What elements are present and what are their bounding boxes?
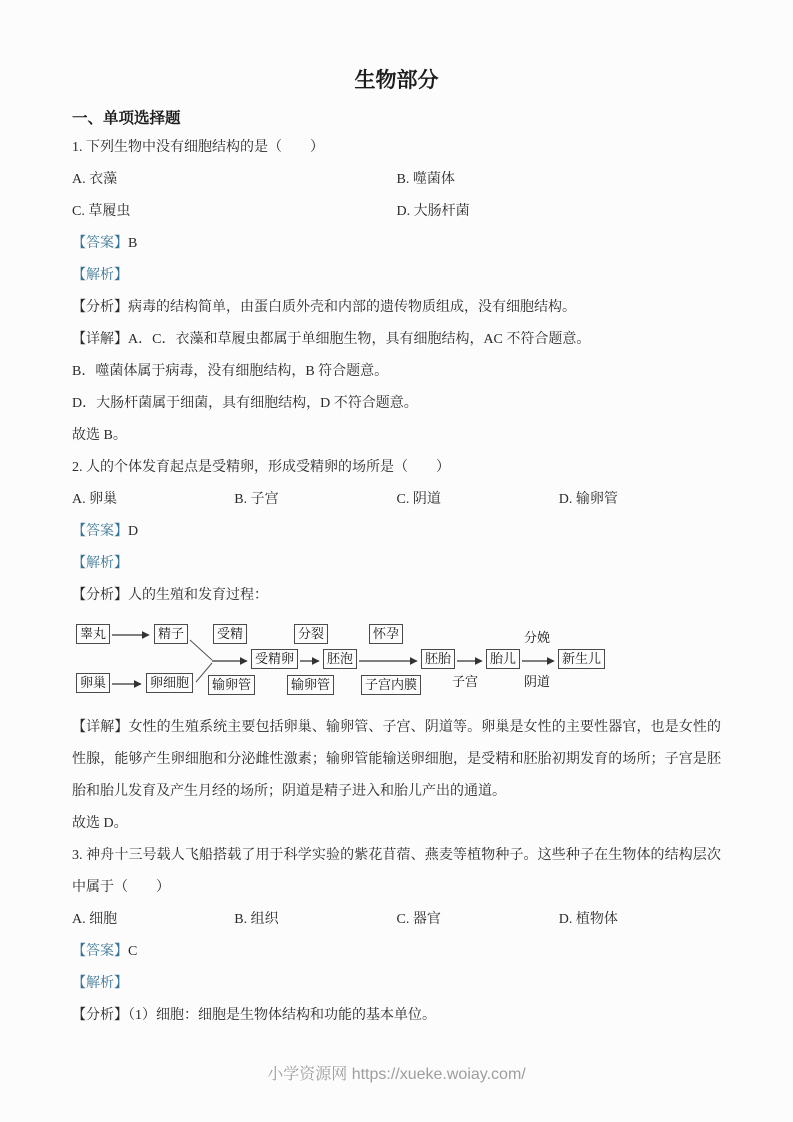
diagram-node-egg-cell: 卵细胞 xyxy=(146,673,193,693)
q1-option-d: D. 大肠杆菌 xyxy=(396,204,470,219)
q2-answer-line xyxy=(72,516,721,548)
q1-detail-2: B．噬菌体属于病毒，没有细胞结构，B 符合题意。 xyxy=(72,364,389,379)
q1-detail-1: 【详解】A．C．衣藻和草履虫都属于单细胞生物，具有细胞结构，AC 不符合题意。 xyxy=(72,332,591,347)
q2-conclusion: 故选 D。 xyxy=(72,816,128,831)
diagram-label-uterus: 子宫 xyxy=(452,674,479,689)
q3-answer-line xyxy=(72,936,721,968)
q3-analysis: 【分析】（1）细胞：细胞是生物体结构和功能的基本单位。 xyxy=(72,1008,436,1023)
diagram-node-sperm: 精子 xyxy=(154,624,188,644)
q1-analysis: 【分析】病毒的结构简单，由蛋白质外壳和内部的遗传物质组成，没有细胞结构。 xyxy=(72,300,576,315)
q2-option-a: A. 卵巢 xyxy=(72,492,118,507)
q1-option-c: C. 草履虫 xyxy=(72,204,131,219)
q2-options-row xyxy=(72,484,721,516)
q1-answer-line xyxy=(72,228,721,260)
q2-explanation-line xyxy=(72,548,721,580)
diagram-node-oviduct-1: 输卵管 xyxy=(208,675,255,695)
q1-option-b: B. 噬菌体 xyxy=(396,172,455,187)
explanation-tag: 【解析】 xyxy=(72,556,128,571)
q1-options-row-1 xyxy=(72,164,721,196)
q1-option-a: A. 衣藻 xyxy=(72,172,118,187)
diagram-label-vagina: 阴道 xyxy=(524,674,551,689)
diagram-node-oviduct-2: 输卵管 xyxy=(287,675,334,695)
diagram-node-newborn: 新生儿 xyxy=(558,649,605,669)
diagram-node-testis: 睾丸 xyxy=(76,624,110,644)
diagram-label-delivery: 分娩 xyxy=(524,630,551,645)
q2-detail: 【详解】女性的生殖系统主要包括卵巢、输卵管、子宫、阴道等。卵巢是女性的主要性器官，也是女性的性腺，能够产生卵细胞和分泌雌性激素；输卵管能输送卵细胞，是受精和胚胎初期发育的场所；子宫是胚胎和胎儿发育及产生月经的场所；阴道是精子进入和胎儿产出的通道。 xyxy=(72,720,721,799)
q3-option-c: C. 器官 xyxy=(396,912,441,927)
q3-stem: 3. 神舟十三号载人飞船搭载了用于科学实验的紫花苜蓿、燕麦等植物种子。这些种子在生物体的结构层次中属于（ ） xyxy=(72,848,721,895)
section-heading: 一、单项选择题 xyxy=(72,110,181,127)
q3-option-a: A. 细胞 xyxy=(72,912,118,927)
q3-option-d: D. 植物体 xyxy=(558,912,618,927)
diagram-node-fertilization: 受精 xyxy=(213,624,247,644)
q1-answer-value: B xyxy=(128,236,138,251)
q1-stem: 1. 下列生物中没有细胞结构的是（ ） xyxy=(72,140,324,155)
q2-option-c: C. 阴道 xyxy=(396,492,441,507)
diagram-node-embryo: 胚胎 xyxy=(421,649,455,669)
diagram-node-ovary: 卵巢 xyxy=(76,673,110,693)
q3-explanation-line xyxy=(72,968,721,1000)
q2-stem: 2. 人的个体发育起点是受精卵，形成受精卵的场所是（ ） xyxy=(72,460,450,475)
q2-option-d: D. 输卵管 xyxy=(558,492,618,507)
q1-detail-3: D．大肠杆菌属于细菌，具有细胞结构，D 不符合题意。 xyxy=(72,396,418,411)
reproduction-flow-diagram xyxy=(72,614,632,710)
q1-options-row-2 xyxy=(72,196,721,228)
q3-answer-value: C xyxy=(128,944,138,959)
explanation-tag: 【解析】 xyxy=(72,976,128,991)
q3-option-b: B. 组织 xyxy=(234,912,279,927)
diagram-node-blastocyst: 胚泡 xyxy=(323,649,357,669)
answer-tag: 【答案】 xyxy=(72,524,128,539)
footer-watermark: 小学资源网 https://xueke.woiay.com/ xyxy=(267,1066,526,1083)
answer-tag: 【答案】 xyxy=(72,236,128,251)
answer-tag: 【答案】 xyxy=(72,944,128,959)
diagram-node-zygote: 受精卵 xyxy=(251,649,298,669)
q3-options-row xyxy=(72,904,721,936)
q2-analysis: 【分析】人的生殖和发育过程： xyxy=(72,588,268,603)
q1-explanation-line xyxy=(72,260,721,292)
q2-option-b: B. 子宫 xyxy=(234,492,279,507)
explanation-tag: 【解析】 xyxy=(72,268,128,283)
q2-answer-value: D xyxy=(128,524,139,539)
diagram-node-cleavage: 分裂 xyxy=(294,624,328,644)
page-title: 生物部分 xyxy=(354,69,439,92)
diagram-node-fetus: 胎儿 xyxy=(486,649,520,669)
diagram-node-endometrium: 子宫内膜 xyxy=(361,675,421,695)
q1-conclusion: 故选 B。 xyxy=(72,428,127,443)
diagram-node-pregnancy: 怀孕 xyxy=(369,624,403,644)
